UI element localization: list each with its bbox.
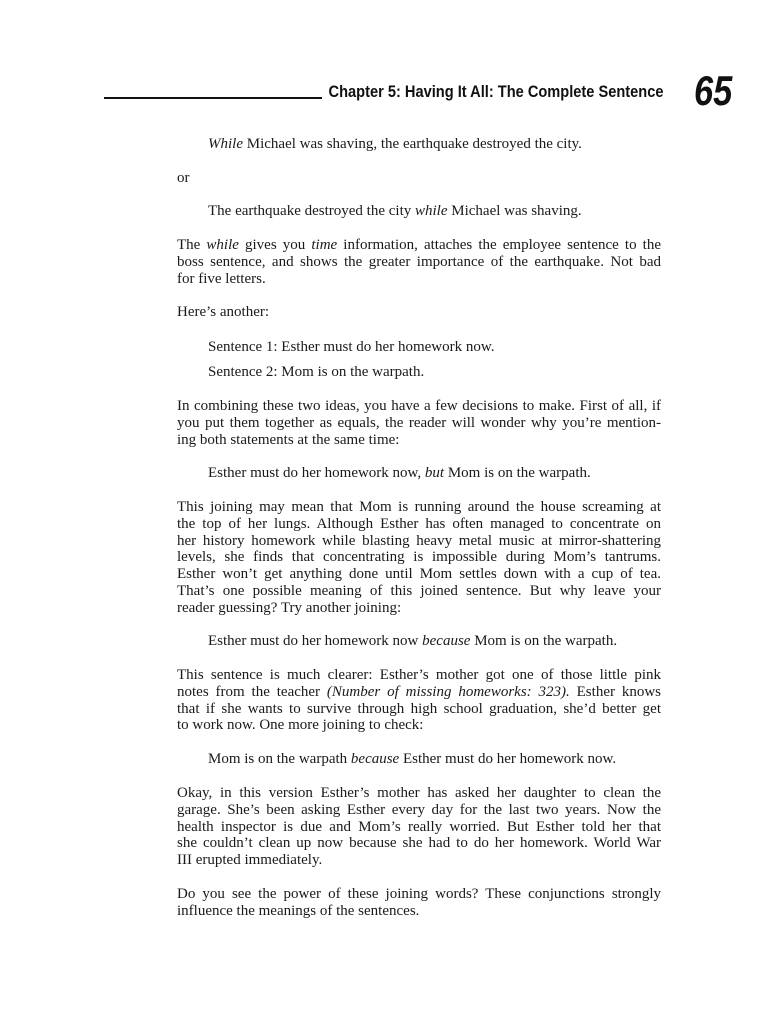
example-sentence: [208, 465, 591, 482]
paragraph-line: levels, she finds that concentrating is impossible during Mom’s tantrums.: [177, 549, 661, 566]
chapter-title: Chapter 5: Having It All: The Complete Sentence: [328, 82, 663, 101]
sentence-text: Esther must do her homework now,: [208, 465, 425, 481]
sentence-text: Michael was shaving.: [447, 203, 582, 219]
paragraph-line: III erupted immediately.: [177, 852, 323, 868]
emphasized-word: time: [311, 237, 338, 253]
paragraph-line: Do you see the power of these joining words? These conjunctions strongly: [177, 886, 661, 902]
line-text: The: [177, 237, 207, 253]
sentence-text: Esther must do her homework now: [208, 633, 423, 649]
line-text: information, attaches the employee sentence to the: [337, 237, 661, 253]
body-paragraph: [177, 237, 661, 287]
connector-line: or: [177, 170, 190, 186]
emphasized-word: while: [206, 237, 239, 253]
header-rule: [104, 97, 322, 99]
emphasized-word: because: [350, 751, 400, 767]
example-sentence: Sentence 1: Esther must do her homework now.: [208, 339, 495, 355]
example-sentence: [208, 751, 616, 768]
paragraph-line: she couldn’t clean up now because she had to do her homework. World War: [177, 835, 661, 852]
emphasized-phrase: (Number of missing homeworks: 323).: [326, 683, 570, 700]
example-sentence: [208, 633, 617, 650]
paragraph-line: health inspector is due and Mom’s really worried. But Esther told her that: [177, 818, 661, 835]
paragraph-line: Okay, in this version Esther’s mother has asked her daughter to clean the: [177, 785, 661, 801]
emphasized-word: but: [424, 465, 445, 481]
body-paragraph: [177, 886, 661, 920]
body-paragraph: [177, 398, 661, 448]
paragraph-line: That’s one possible meaning of this joined sentence. But why leave your: [177, 582, 661, 599]
emphasized-word: While: [208, 136, 243, 152]
paragraph-line: This sentence is much clearer: Esther’s mother got one of those little pink: [177, 667, 661, 683]
sentence-text: Esther must do her homework now.: [399, 751, 617, 767]
example-sentence: [208, 136, 582, 153]
paragraph-line: This joining may mean that Mom is running around the house screaming at: [177, 499, 661, 515]
body-paragraph: [177, 499, 661, 616]
sentence-text: Mom is on the warpath.: [444, 465, 591, 481]
paragraph-line: boss sentence, and shows the greater importance of the earthquake. Not bad: [177, 253, 661, 270]
example-sentence: Sentence 2: Mom is on the warpath.: [208, 364, 425, 380]
sentence-text: Michael was shaving, the earthquake destroyed the city.: [243, 136, 582, 152]
emphasized-word: while: [415, 203, 448, 219]
paragraph-line: to work now. One more joining to check:: [177, 717, 424, 734]
line-text: notes from the teacher: [177, 683, 327, 700]
paragraph-line: [177, 237, 661, 254]
sentence-text: The earthquake destroyed the city: [208, 203, 415, 219]
paragraph-line: her history homework while blasting heavy metal music at mirror-shattering: [177, 532, 661, 549]
line-text: gives you: [238, 237, 312, 253]
paragraph-line: for five letters.: [177, 270, 266, 287]
paragraph-line: In combining these two ideas, you have a few decisions to make. First of all, if: [177, 398, 661, 414]
body-paragraph: [177, 667, 661, 734]
paragraph-line: ing both statements at the same time:: [177, 431, 400, 448]
paragraph-line: reader guessing? Try another joining:: [177, 599, 402, 616]
line-text: Esther knows: [569, 683, 661, 700]
example-sentence: [208, 203, 582, 220]
paragraph-line: that if she wants to survive through high school graduation, she’d better get: [177, 700, 661, 717]
paragraph-line: the top of her lungs. Although Esther has often managed to concentrate on: [177, 515, 661, 532]
body-paragraph: [177, 785, 661, 869]
sentence-text: Mom is on the warpath: [208, 751, 351, 767]
paragraph-line: Esther won’t get anything done until Mom settles down with a cup of tea.: [177, 566, 661, 582]
emphasized-word: because: [422, 633, 471, 649]
intro-line: Here’s another:: [177, 304, 270, 320]
page-number: 65: [694, 67, 733, 114]
paragraph-line: you put them together as equals, the reader will wonder why you’re mention-: [177, 414, 661, 431]
paragraph-line: [177, 684, 661, 701]
sentence-text: Mom is on the warpath.: [470, 633, 618, 649]
paragraph-line: garage. She’s been asking Esther every day for the last two years. Now the: [177, 801, 661, 818]
paragraph-line: influence the meanings of the sentences.: [177, 902, 420, 919]
